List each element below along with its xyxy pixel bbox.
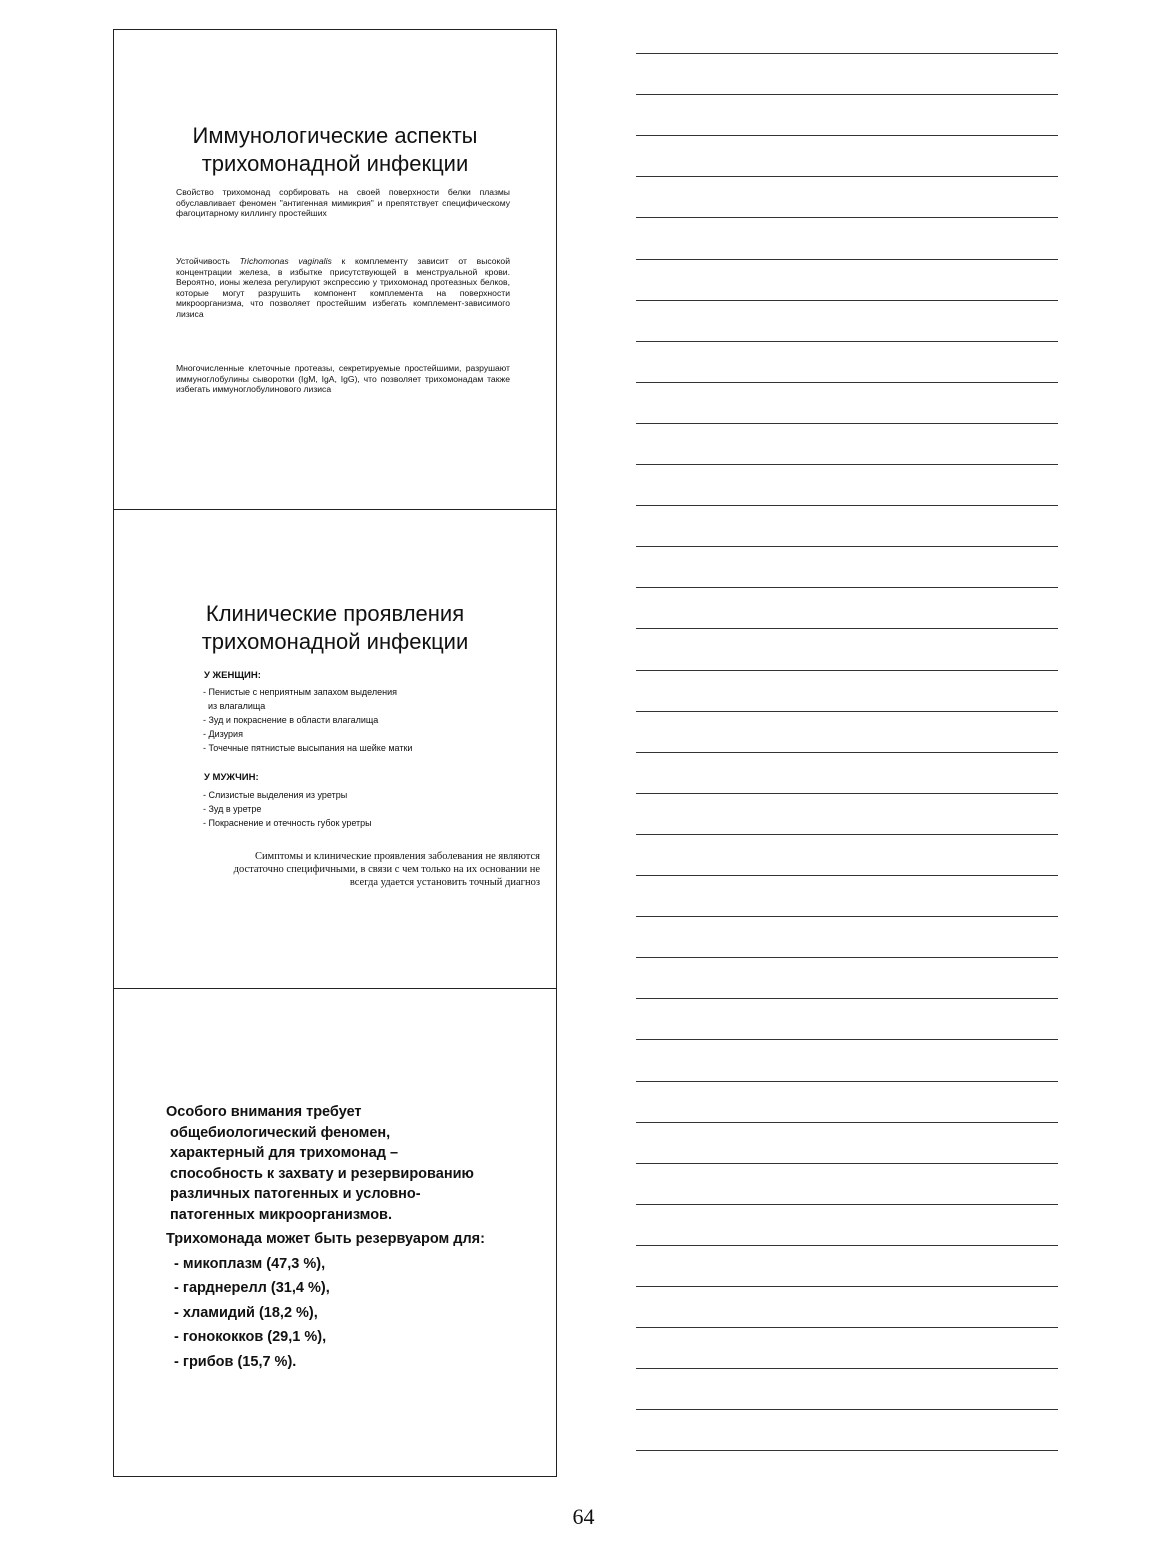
text-line: патогенных микроорганизмов. — [166, 1206, 392, 1223]
list-item: - хламидий (18,2 %), — [166, 1304, 318, 1321]
title-line: трихомонадной инфекции — [201, 151, 469, 176]
note-line — [636, 1122, 1058, 1123]
page-number: 64 — [572, 1504, 595, 1529]
title-line: Клинические проявления — [205, 601, 465, 626]
title-line: трихомонадной инфекции — [201, 629, 469, 654]
note-line — [636, 217, 1058, 218]
note-line — [636, 505, 1058, 506]
note-line — [636, 998, 1058, 999]
list-item: - гонококков (29,1 %), — [166, 1329, 327, 1345]
slide-reservoir-phenomenon — [114, 989, 556, 1478]
paragraph-complement-resistance — [176, 256, 510, 319]
note-line — [636, 53, 1058, 54]
text-line: общебиологический феномен, — [166, 1124, 391, 1141]
note-line — [636, 259, 1058, 260]
reservoir-heading: Трихомонада может быть резервуаром для: — [166, 1231, 485, 1247]
slide-handout-column — [113, 29, 557, 1477]
list-item: - Зуд в уретре — [203, 804, 262, 814]
note-line — [636, 546, 1058, 547]
text-line: характерный для трихомонад – — [166, 1145, 399, 1161]
note-line — [636, 1204, 1058, 1205]
notes-lines — [636, 53, 1058, 1463]
note-line — [636, 834, 1058, 835]
note-line — [636, 1327, 1058, 1328]
note-line — [636, 300, 1058, 301]
list-item: - Слизистые выделения из уретры — [203, 790, 348, 800]
text-line: Особого внимания требует — [166, 1104, 362, 1120]
paragraph-antigen-mimicry: Свойство трихомонад сорбировать на своей поверхности белки плазмы обуславливает феномен "антигенная мимикрия" и препятствует специфическому фагоцитарному киллингу простейших — [176, 187, 510, 218]
list-item: - Дизурия — [203, 729, 243, 739]
list-item: - Покраснение и отечность губок уретры — [203, 818, 372, 828]
note-line — [636, 628, 1058, 629]
men-symptom-list — [203, 788, 372, 830]
women-heading: У ЖЕНЩИН: — [204, 670, 261, 681]
title-line: Иммунологические аспекты — [192, 123, 478, 148]
reservoir-text-block — [166, 1102, 550, 1372]
note-line — [636, 587, 1058, 588]
text-line: различных патогенных и условно- — [166, 1186, 421, 1202]
list-item: - грибов (15,7 %). — [166, 1353, 297, 1370]
note-line — [636, 94, 1058, 95]
note-line — [636, 1368, 1058, 1369]
slide-title — [114, 600, 556, 656]
note-line — [636, 1450, 1058, 1451]
note-line — [636, 711, 1058, 712]
paragraph-proteases: Многочисленные клеточные протеазы, секретируемые простейшими, разрушают иммуноглобулины сыворотки (IgM, IgA, IgG), что позволяет трихомонадам также избегать иммуноглобулинового лизиса — [176, 363, 510, 394]
note-line — [636, 1409, 1058, 1410]
note-line — [636, 176, 1058, 177]
note-line — [636, 1245, 1058, 1246]
list-item: - Зуд и покраснение в области влагалища — [203, 715, 379, 725]
note-line — [636, 341, 1058, 342]
paragraph-text: Устойчивость — [176, 256, 240, 266]
note-line — [636, 382, 1058, 383]
text-line: способность к захвату и резервированию — [166, 1165, 474, 1182]
species-name: Trichomonas vaginalis — [239, 256, 332, 266]
list-item: - Точечные пятнистые высыпания на шейке матки — [203, 743, 413, 753]
note-line — [636, 875, 1058, 876]
note-line — [636, 1039, 1058, 1040]
note-line — [636, 135, 1058, 136]
note-line — [636, 1163, 1058, 1164]
slide-clinical-manifestations — [114, 510, 556, 989]
list-item: - гарднерелл (31,4 %), — [166, 1280, 330, 1296]
list-item: - Пенистые с неприятным запахом выделения — [203, 687, 398, 697]
diagnosis-note: Симптомы и клинические проявления заболевания не являются достаточно специфичными, в связи с чем только на их основании не всегда удается установить точный диагноз — [233, 851, 540, 888]
list-item: - микоплазм (47,3 %), — [166, 1255, 326, 1272]
list-item: из влагалища — [203, 701, 266, 711]
men-heading: У МУЖЧИН: — [204, 772, 259, 783]
note-line — [636, 670, 1058, 671]
note-line — [636, 1081, 1058, 1082]
note-line — [636, 464, 1058, 465]
women-symptom-list — [203, 685, 412, 755]
note-line — [636, 423, 1058, 424]
slide-title — [114, 122, 556, 178]
slide-immunological-aspects — [114, 30, 556, 510]
paragraph-text: к комплементу зависит от высокой концентрации железа, в избытке присутствующей в менструальной крови. Вероятно, ионы железа регулируют экспрессию у трихомонад протеазных белков, которые могут разрушить компонент комплемента на поверхности микроорганизма, что позволяет простейшим избегать комплемент-зависимого лизиса — [176, 256, 510, 319]
note-line — [636, 752, 1058, 753]
note-line — [636, 957, 1058, 958]
note-line — [636, 916, 1058, 917]
note-line — [636, 1286, 1058, 1287]
note-line — [636, 793, 1058, 794]
